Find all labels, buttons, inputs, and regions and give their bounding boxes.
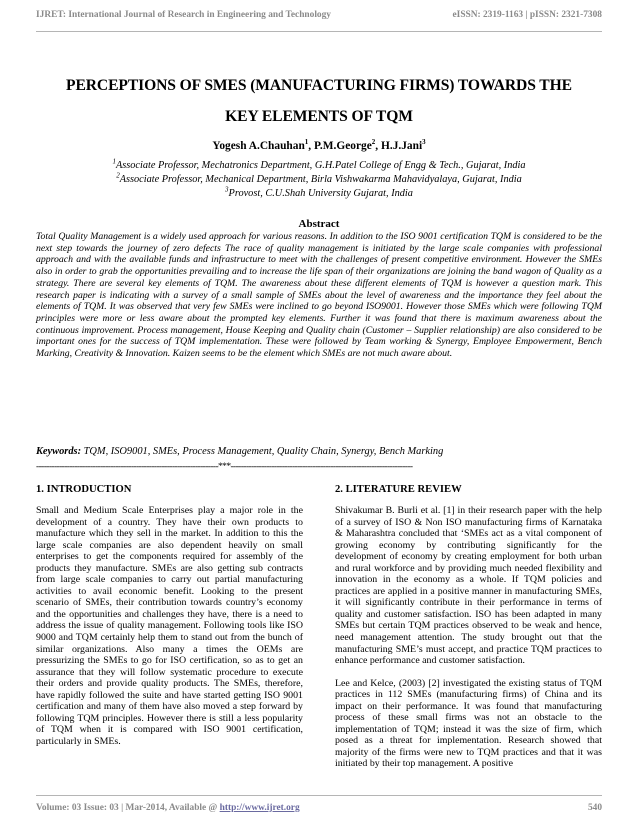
issn: eISSN: 2319-1163 | pISSN: 2321-7308 (452, 10, 602, 20)
author-list: Yogesh A.Chauhan$^1$, P.M.George$^2$, H.J.Jani$^3$ (212, 138, 426, 152)
section-divider: -----------------------------------------------------------------------***----------------------------------------------------------------------- (36, 462, 413, 472)
affiliation-3 (36, 187, 602, 200)
literature-paragraph-2: Lee and Kelce, (2003) [2] investigated the existing status of TQM practices in 112 SMEs (manufacturing firms) of China and its impact on their performance. It was found that manufacturing process of these small firms was not an obstacle to the implementation of TQM; instead it was the size of firm, which posed as a threat for implementation. Research showed that majority of the firms were new to TQM practices and that it was initiated by their top management. A positive (335, 677, 602, 770)
author-1: Yogesh A.Chauhan (212, 140, 305, 152)
author-3-sup: 3 (422, 138, 426, 147)
affiliation-3-text: Provost, C.U.Shah University Gujarat, India (228, 188, 413, 199)
right-column (335, 480, 602, 770)
affiliation-2-sup: 2 (116, 171, 120, 180)
introduction-heading: 1. INTRODUCTION (36, 484, 132, 495)
title-line-2: KEY ELEMENTS OF TQM (225, 108, 413, 125)
affiliation-3-sup: 3 (225, 185, 229, 194)
footer-volume (36, 803, 300, 813)
keywords-text: TQM, ISO9001, SMEs, Process Management, Quality Chain, Synergy, Bench Marking (83, 446, 444, 457)
literature-paragraph-1: Shivakumar B. Burli et al. [1] in their research paper with the help of a survey of ISO & Non ISO manufacturing firms of Karnataka & Maharashtra concluded that ‘SMEs act as a vital component of growing economy by contributing significantly for the development of economy by creating employment for both urban and rural workforce and by providing much needed flexibility and innovation in the economy as a whole. If TQM policies and practices are applied in a positive manner in manufacturing SMEs, it will significantly contribute in their performance in terms of quality and customer satisfaction. ISO has been adapted in many SMEs but certain TQM practices observed to be weak and hence, need management attention. The study brought out that the manufacturing SME’s must accept, and practice TQM practices to enhance performance and customer satisfaction. (335, 505, 602, 667)
affiliation-1-text: Associate Professor, Mechatronics Department, G.H.Patel College of Engg & Tech., Gujarat, India (115, 160, 526, 171)
footer-prefix: Volume: 03 Issue: 03 | Mar-2014, Available @ (36, 803, 220, 813)
affiliation-1 (36, 159, 602, 172)
author-1-sup: 1 (304, 138, 309, 147)
abstract-text: Total Quality Management is a widely used approach for various reasons. In addition to the ISO 9001 certification TQM is considered to be the next step towards the journey of zero defects The race of quality management is initiated by the large scale companies with professional approach and with the available funds and infrastructure to meet with the challenges of present competitive environment. However the SMEs also in order to grab the opportunities prevailing and to increase the life span of their organizations are joining the band wagon of Quality as a strategy. There are several key elements of TQM. The awareness about these different elements of TQM is however a question mark. This research paper is indicating with a survey of a small sample of SMEs about the level of awareness and the importance they feel about the elements of TQM. It was observed that very few SMEs were inclined to go beyond ISO9001. However those SMEs which were following TQM principles were more or less aware about the prompted key elements. Further it was found that there is maximum awareness about the continuous improvement. Process management, House Keeping and Quality chain (Customer – Supplier relationship) are also considered to be important ones for the success of TQM implementation. These were followed by Team working & Synergy, Employee Empowerment, Bench Marking, Creativity & Innovation. Kaizen seems to be the element which SMEs are not much aware about. (36, 231, 602, 360)
journal-link[interactable]: http://www.ijret.org (219, 803, 300, 813)
title-line-1: PERCEPTIONS OF SMES (MANUFACTURING FIRMS) TOWARDS THE (66, 77, 572, 94)
paper-title (36, 70, 602, 132)
author-2-sup: 2 (371, 138, 376, 147)
left-column (36, 480, 303, 747)
author-2: P.M.George (314, 140, 372, 152)
affiliation-2 (36, 173, 602, 186)
abstract-heading: Abstract (298, 218, 340, 230)
journal-name: IJRET: International Journal of Research in Engineering and Technology (36, 10, 331, 20)
affiliation-1-sup: 1 (112, 157, 116, 166)
introduction-paragraph: Small and Medium Scale Enterprises play a major role in the development of a country. They have their own products to manufacture which they sell in the market. In addition to this the large scale companies are also dependent heavily on small enterprises to get the components required for assembly of the products they manufacture. SMEs are also getting sub contracts from large scale companies to carry out partial manufacturing activities to avail economic benefit. Looking to the present scenario of SMEs, their contribution towards country’s economy and the opportunities and challenges they have, there is a need to address the issue of quality management. Following tools like ISO 9000 and TQM certainly help them to stand out from the bunch of similar organizations. Also many a times the OEMs are pressurizing the SMEs to go for ISO certification, so as to get an assurance that they will follow systematic procedure to execute their orders and provide quality products. The SMEs, therefore, have rapidly followed the suite and have started getting ISO 9001 certification and many of them have also moved a step forward by following TQM principles. However there is still a less popularity of TQM when it is compared with ISO 9001 certification, particularly in SMEs. (36, 505, 303, 747)
keywords-label: Keywords: (36, 446, 82, 457)
literature-review-heading: 2. LITERATURE REVIEW (335, 484, 462, 495)
header-rule (36, 31, 602, 32)
footer-rule (36, 795, 602, 796)
page-number: 540 (587, 803, 602, 813)
affiliation-2-text: Associate Professor, Mechanical Department, Birla Vishwakarma Mahavidyalaya, Gujarat, India (119, 174, 522, 185)
keywords (36, 446, 602, 457)
author-3: H.J.Jani (380, 140, 423, 152)
